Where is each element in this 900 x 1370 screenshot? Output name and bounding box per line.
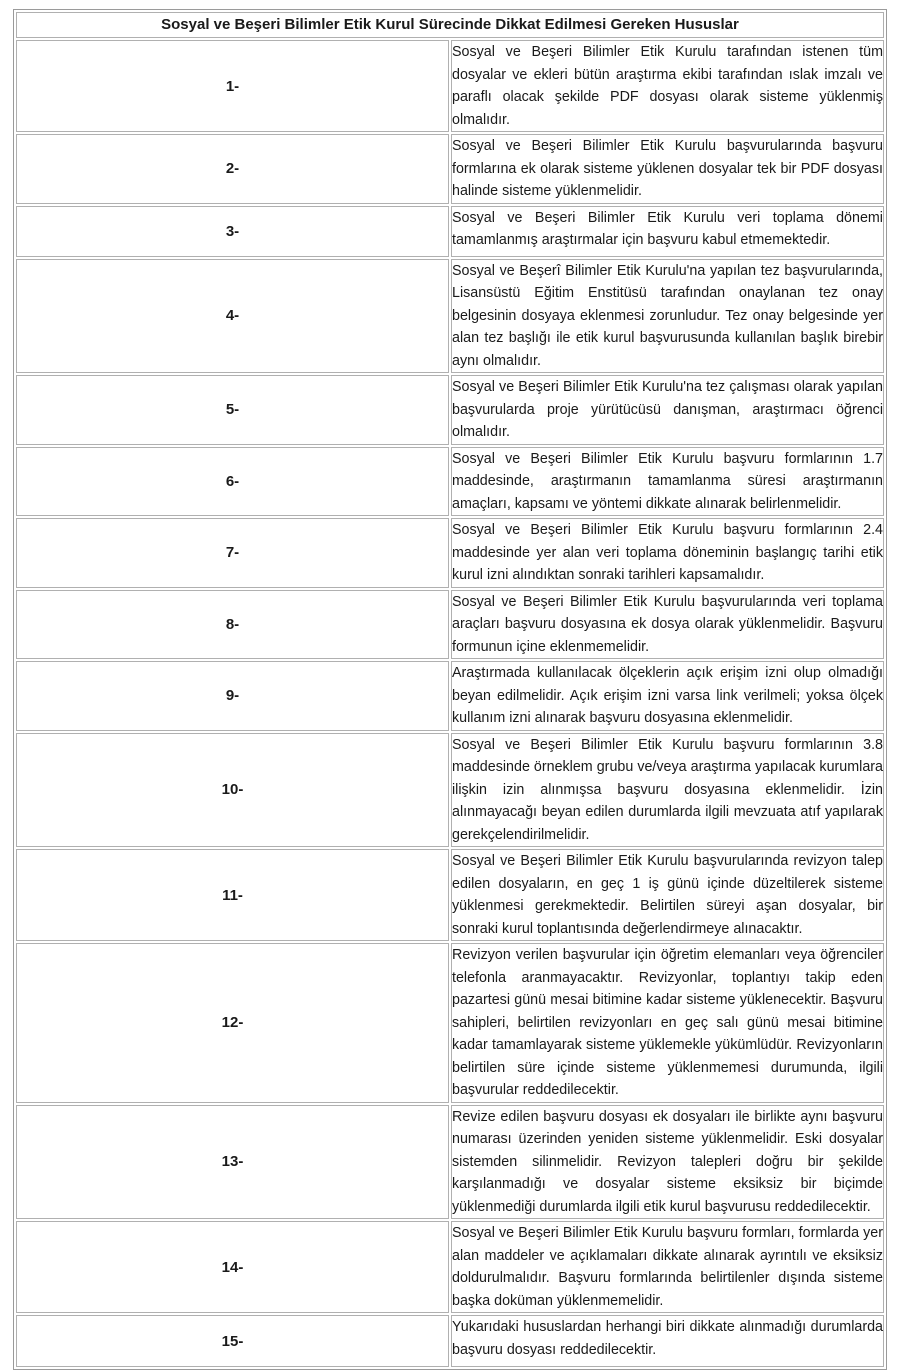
- table-row: [16, 1221, 884, 1313]
- table-row: [16, 206, 884, 257]
- item-text: Sosyal ve Beşeri Bilimler Etik Kurulu başvurularında başvuru formlarına ek olarak sisteme yüklenen dosyalar tek bir PDF dosyası halinde sisteme yüklenmelidir.: [451, 134, 884, 204]
- table-row: [16, 134, 884, 204]
- item-text: Araştırmada kullanılacak ölçeklerin açık erişim izni olup olmadığı beyan edilmelidir. Açık erişim izni varsa link verilmeli; yoksa ölçek kullanım izni alınarak başvuru dosyasına eklenmelidir.: [451, 661, 884, 731]
- table-row: [16, 943, 884, 1103]
- title-row: [16, 12, 884, 38]
- item-number: 13-: [16, 1105, 449, 1220]
- item-number: 7-: [16, 518, 449, 588]
- item-text: Sosyal ve Beşeri Bilimler Etik Kurulu başvuru formları, formlarda yer alan maddeler ve açıklamaları dikkate alınarak ayrıntılı ve eksiksiz doldurulmalıdır. Başvuru formlarında belirtilenler dışında sisteme başka doküman yüklenmemelidir.: [451, 1221, 884, 1313]
- item-number: 11-: [16, 849, 449, 941]
- item-text: Revize edilen başvuru dosyası ek dosyaları ile birlikte aynı başvuru numarası üzerinden yeniden sisteme yüklenmelidir. Eski dosyalar sistemden silinmelidir. Revizyon talepleri doğru bir şekilde karşılanmadığı ve dosyalar sisteme eksiksiz bir biçimde yüklenmediği durumlarda ilgili etik kurul başvurusu reddedilecektir.: [451, 1105, 884, 1220]
- item-text: Sosyal ve Beşerî Bilimler Etik Kurulu'na yapılan tez başvurularında, Lisansüstü Eğitim Enstitüsü tarafından onaylanan tez onay belgesinin dosyaya eklenmesi zorunludur. Tez onay belgesinde yer alan tez başlığı ile etik kurul başvurusunda kullanılan başlık birebir aynı olmalıdır.: [451, 259, 884, 374]
- item-text: Sosyal ve Beşeri Bilimler Etik Kurulu başvuru formlarının 3.8 maddesinde örneklem grubu ve/veya araştırma yapılacak kurumlara ilişkin izin alınmışsa başvuru dosyasına eklenmelidir. İzin alınmayacağı beyan edilen durumlarda ilgili mevzuata atıf yapılarak gerekçelendirilmelidir.: [451, 733, 884, 848]
- item-number: 9-: [16, 661, 449, 731]
- table-row: [16, 1105, 884, 1220]
- table-row: [16, 40, 884, 132]
- item-number: 8-: [16, 590, 449, 660]
- item-text: Sosyal ve Beşeri Bilimler Etik Kurulu tarafından istenen tüm dosyalar ve ekleri bütün araştırma ekibi tarafından ıslak imzalı ve paraflı olacak şekilde PDF dosyası olarak sisteme yüklenmiş olmalıdır.: [451, 40, 884, 132]
- table-row: [16, 518, 884, 588]
- item-text: Sosyal ve Beşeri Bilimler Etik Kurulu başvurularında revizyon talep edilen dosyaların, en geç 1 iş günü içinde düzeltilerek sisteme yüklenmesi gerekmektedir. Belirtilen süreyi aşan dosyalar, bir sonraki kurul toplantısında değerlendirmeye alınacaktır.: [451, 849, 884, 941]
- table-row: [16, 375, 884, 445]
- item-number: 15-: [16, 1315, 449, 1367]
- item-number: 4-: [16, 259, 449, 374]
- table-row: [16, 259, 884, 374]
- item-number: 14-: [16, 1221, 449, 1313]
- table-row: [16, 849, 884, 941]
- item-text: Revizyon verilen başvurular için öğretim elemanları veya öğrenciler telefonla aranmayacaktır. Revizyonlar, toplantıyı takip eden pazartesi günü mesai bitimine kadar sisteme yüklenecektir. Başvuru sahipleri, belirtilen revizyonları en geç salı günü mesai bitimine kadar tamamlayarak sisteme yüklemekle yükümlüdür. Revizyonların belirtilen süre içinde sisteme yüklenmemesi durumunda, ilgili başvurular reddedilecektir.: [451, 943, 884, 1103]
- table-row: [16, 661, 884, 731]
- item-text: Sosyal ve Beşeri Bilimler Etik Kurulu veri toplama dönemi tamamlanmış araştırmalar için başvuru kabul etmemektedir.: [451, 206, 884, 257]
- item-number: 3-: [16, 206, 449, 257]
- item-number: 12-: [16, 943, 449, 1103]
- item-number: 2-: [16, 134, 449, 204]
- table-title: Sosyal ve Beşeri Bilimler Etik Kurul Sürecinde Dikkat Edilmesi Gereken Hususlar: [16, 12, 884, 38]
- item-number: 10-: [16, 733, 449, 848]
- table-row: [16, 590, 884, 660]
- item-text: Sosyal ve Beşeri Bilimler Etik Kurulu başvuru formlarının 1.7 maddesinde, araştırmanın tamamlanma süresi araştırmanın amaçları, kapsamı ve yöntemi dikkate alınarak belirlenmelidir.: [451, 447, 884, 517]
- table-row: [16, 733, 884, 848]
- item-number: 5-: [16, 375, 449, 445]
- item-text: Yukarıdaki hususlardan herhangi biri dikkate alınmadığı durumlarda başvuru dosyası reddedilecektir.: [451, 1315, 884, 1367]
- guidelines-table: [13, 9, 887, 1370]
- item-text: Sosyal ve Beşeri Bilimler Etik Kurulu'na tez çalışması olarak yapılan başvurularda proje yürütücüsü danışman, araştırmacı öğrenci olmalıdır.: [451, 375, 884, 445]
- table-row: [16, 1315, 884, 1367]
- table-row: [16, 447, 884, 517]
- item-number: 6-: [16, 447, 449, 517]
- item-text: Sosyal ve Beşeri Bilimler Etik Kurulu başvuru formlarının 2.4 maddesinde yer alan veri toplama döneminin başlangıç tarihi etik kurul izni alındıktan sonraki tarihleri kapsamalıdır.: [451, 518, 884, 588]
- item-text: Sosyal ve Beşeri Bilimler Etik Kurulu başvurularında veri toplama araçları başvuru dosyasına ek dosya olarak yüklenmelidir. Başvuru formunun içine eklenmemelidir.: [451, 590, 884, 660]
- item-number: 1-: [16, 40, 449, 132]
- guidelines-body: [16, 40, 884, 1367]
